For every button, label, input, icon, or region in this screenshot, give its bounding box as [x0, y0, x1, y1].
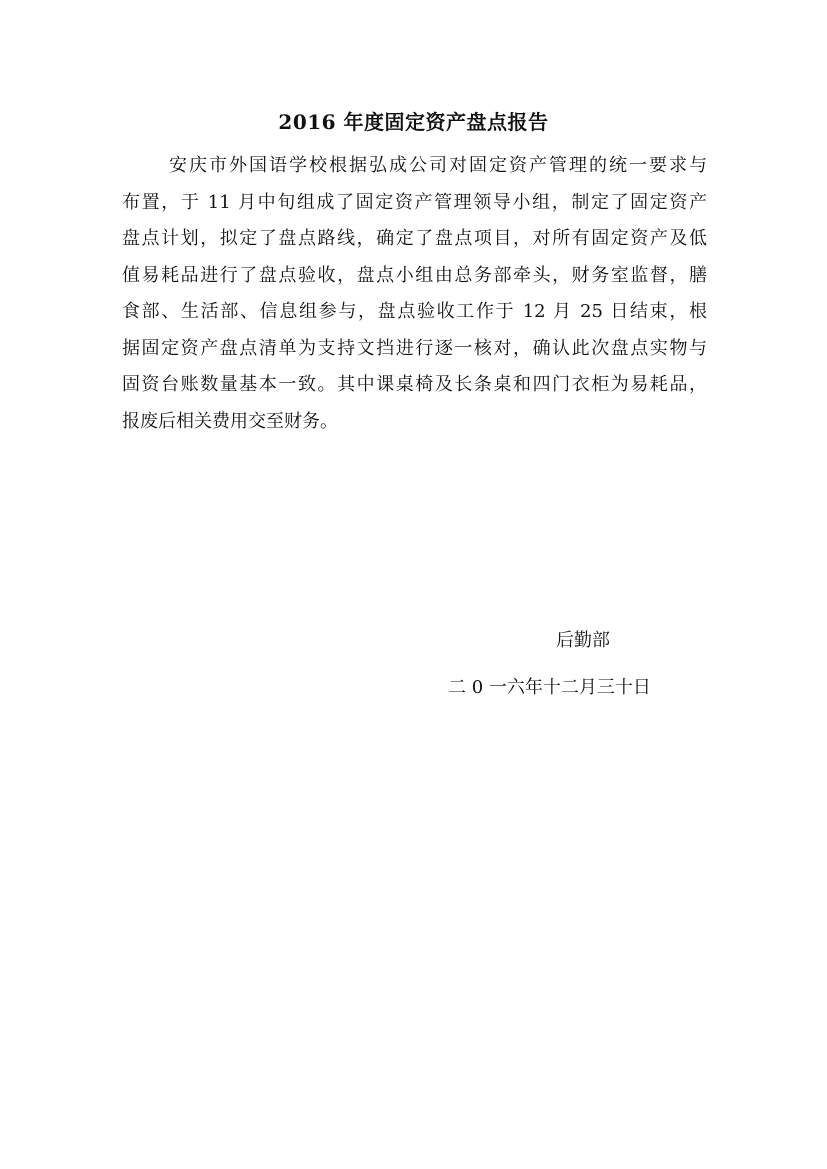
document-title: 2016 年度固定资产盘点报告	[278, 110, 549, 134]
body-line-1: 安庆市外国语学校根据弘成公司对固定资产管理的统一要求与	[169, 155, 707, 176]
report-date: 二 0 一六年十二月三十日	[448, 677, 651, 698]
body-line-6: 据固定资产盘点清单为支持文挡进行逐一核对，确认此次盘点实物与	[122, 337, 707, 359]
signature-department: 后勤部	[556, 630, 610, 651]
body-line-7: 固资台账数量基本一致。其中课桌椅及长条桌和四门衣柜为易耗品，	[122, 374, 707, 395]
body-line-4: 值易耗品进行了盘点验收，盘点小组由总务部牵头，财务室监督，膳	[122, 264, 707, 286]
body-line-5: 食部、生活部、信息组参与，盘点验收工作于 12 月 25 日结束，根	[122, 301, 707, 322]
body-line-2: 布置，于 11 月中旬组成了固定资产管理领导小组，制定了固定资产	[122, 191, 707, 213]
body-line-8: 报废后相关费用交至财务。	[122, 410, 338, 432]
report-body	[122, 148, 707, 440]
body-line-3: 盘点计划，拟定了盘点路线，确定了盘点项目，对所有固定资产及低	[122, 228, 707, 249]
